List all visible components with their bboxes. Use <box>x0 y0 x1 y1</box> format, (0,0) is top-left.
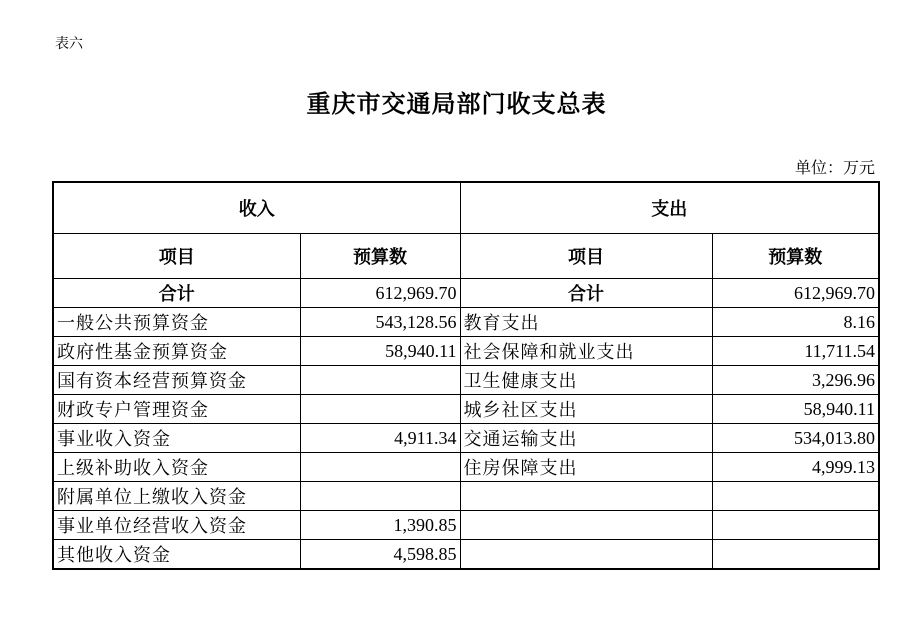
income-value: 4,598.85 <box>300 540 460 570</box>
income-item: 国有资本经营预算资金 <box>53 366 300 395</box>
expense-value: 8.16 <box>712 308 879 337</box>
income-value: 1,390.85 <box>300 511 460 540</box>
income-item: 上级补助收入资金 <box>53 453 300 482</box>
expense-value <box>712 511 879 540</box>
income-item: 其他收入资金 <box>53 540 300 570</box>
income-value <box>300 453 460 482</box>
page-title: 重庆市交通局部门收支总表 <box>306 89 607 118</box>
income-value <box>300 482 460 511</box>
table-row <box>53 540 879 570</box>
table-row <box>53 308 879 337</box>
expense-value: 58,940.11 <box>712 395 879 424</box>
income-item: 事业收入资金 <box>53 424 300 453</box>
unit-label: 单位：万元 <box>794 158 875 177</box>
expense-header: 支出 <box>460 182 879 234</box>
table-row <box>53 337 879 366</box>
budget-table <box>52 181 880 570</box>
income-value <box>300 366 460 395</box>
table-row <box>53 366 879 395</box>
expense-item: 教育支出 <box>460 308 712 337</box>
expense-value: 4,999.13 <box>712 453 879 482</box>
income-item-header: 项目 <box>53 234 300 279</box>
section-header-row <box>53 182 879 234</box>
expense-budget-header: 预算数 <box>712 234 879 279</box>
expense-item-header: 项目 <box>460 234 712 279</box>
expense-item: 城乡社区支出 <box>460 395 712 424</box>
table-row <box>53 453 879 482</box>
table-row <box>53 395 879 424</box>
income-item: 一般公共预算资金 <box>53 308 300 337</box>
expense-item: 社会保障和就业支出 <box>460 337 712 366</box>
expense-total-value: 612,969.70 <box>712 279 879 308</box>
expense-value: 534,013.80 <box>712 424 879 453</box>
income-item: 附属单位上缴收入资金 <box>53 482 300 511</box>
column-header-row <box>53 234 879 279</box>
expense-item: 交通运输支出 <box>460 424 712 453</box>
income-item: 事业单位经营收入资金 <box>53 511 300 540</box>
income-item: 政府性基金预算资金 <box>53 337 300 366</box>
total-row <box>53 279 879 308</box>
expense-item <box>460 540 712 570</box>
income-total-value: 612,969.70 <box>300 279 460 308</box>
expense-item: 卫生健康支出 <box>460 366 712 395</box>
income-budget-header: 预算数 <box>300 234 460 279</box>
expense-value: 3,296.96 <box>712 366 879 395</box>
expense-item: 住房保障支出 <box>460 453 712 482</box>
income-value: 4,911.34 <box>300 424 460 453</box>
expense-value <box>712 540 879 570</box>
expense-item <box>460 482 712 511</box>
table-row <box>53 511 879 540</box>
expense-value: 11,711.54 <box>712 337 879 366</box>
expense-item <box>460 511 712 540</box>
income-value <box>300 395 460 424</box>
table-row <box>53 482 879 511</box>
income-value: 58,940.11 <box>300 337 460 366</box>
income-value: 543,128.56 <box>300 308 460 337</box>
table-row <box>53 424 879 453</box>
income-header: 收入 <box>53 182 460 234</box>
table-number-label: 表六 <box>55 36 83 52</box>
expense-value <box>712 482 879 511</box>
income-total-label: 合计 <box>53 279 300 308</box>
income-item: 财政专户管理资金 <box>53 395 300 424</box>
expense-total-label: 合计 <box>460 279 712 308</box>
